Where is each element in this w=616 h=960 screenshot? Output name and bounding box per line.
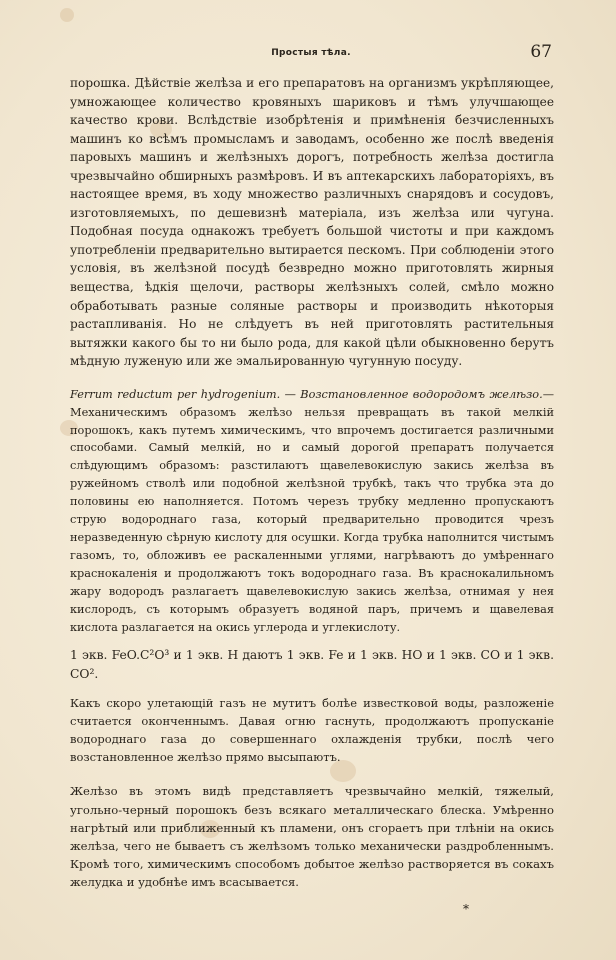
paragraph-properties: Желѣзо въ этомъ видѣ представляетъ чрезвычайно мелкій, тяжелый, угольно-черный порошокъ безъ всякаго металлическаго блеска. Умѣренно нагрѣтый или приближенный къ пламени, онъ сгораетъ при тлѣніи на окись желѣза, чего не бываетъ съ желѣзомъ только механически раздробленнымъ. Кромѣ того, химическимъ способомъ добытое желѣзо растворяется въ сокахъ желудка и удобнѣе имъ всасывается. — [70, 784, 554, 890]
paragraph-ferrum-reductum — [70, 386, 554, 637]
page-header — [70, 42, 552, 64]
signature-mark: * — [463, 902, 469, 916]
running-title: Простыя тѣла. — [271, 48, 351, 58]
section-text: —Механическимъ образомъ желѣзо нельзя превращать въ такой мелкій порошокъ, какъ путемъ химическимъ, что впрочемъ достигается различными способами. Самый мелкій, но и самый дорогой препаратъ получается слѣдующимъ образомъ: разстилаютъ щавелевокислую закись желѣза въ ружейномъ стволѣ или подобной желѣзной трубкѣ, такъ что трубка эта до половины ею наполняется. Потомъ черезъ трубку медленно пропускаютъ струю водороднаго газа, который предварительно проводится чрезъ неразведенную сѣрную кислоту для осушки. Когда трубка наполнится чистымъ газомъ, то, обложивъ ее раскаленными углями, нагрѣваютъ до умѣреннаго краснокаленія и продолжаютъ токъ водороднаго газа. Въ краснокалильномъ жару водородъ разлагаетъ щавелевокислую закись желѣза, отнимая у нея кислородъ, съ которымъ образуетъ водяной паръ, причемъ и щавелевая кислота разлагается на окись углерода и углекислоту. — [70, 387, 554, 634]
foxing-spot — [60, 8, 74, 22]
paragraph-completion: Какъ скоро улетающій газъ не мутитъ болѣе известковой воды, разложеніе считается оконченнымъ. Давая огню гаснуть, продолжаютъ пропусканіе водороднаго газа до совершеннаго охлажденія трубки, послѣ чего возстановленное желѣзо прямо высыпаютъ. — [70, 696, 554, 765]
reaction-formula: 1 экв. FeO.C²O³ и 1 экв. H даютъ 1 экв. Fe и 1 экв. HO и 1 экв. CO и 1 экв. CO². — [70, 648, 554, 682]
page-number: 67 — [530, 42, 552, 62]
page-body — [70, 74, 554, 892]
section-term: Ferrum reductum per hydrogenium. — Возстановленное водородомъ желѣзо. — [70, 387, 543, 401]
paragraph-iron-uses: порошка. Дѣйствіе желѣза и его препаратовъ на организмъ укрѣпляющее, умножающее количество кровяныхъ шариковъ и тѣмъ улучшающее качество крови. Вслѣдствіе изобрѣтенія и примѣненія безчисленныхъ машинъ ко всѣмъ промысламъ и заводамъ, особенно же послѣ введенія паровыхъ машинъ и желѣзныхъ дорогъ, потребность желѣза достигла чрезвычайно обширныхъ размѣровъ. И въ аптекарскихъ лабораторіяхъ, въ настоящее время, въ ходу множество различныхъ снарядовъ и сосудовъ, изготовляемыхъ, по дешевизнѣ матеріала, изъ желѣза или чугуна. Подобная посуда однакожъ требуетъ большой чистоты и при каждомъ употребленіи предварительно вытирается пескомъ. При соблюденіи этого условія, въ желѣзной посудѣ безвредно можно приготовлять жирныя вещества, ѣдкія щелочи, растворы желѣзныхъ солей, смѣло можно обработывать разные соляные растворы и производить нѣкоторыя растапливанія. Но не слѣдуетъ въ ней приготовлять растительныя вытяжки какого бы то ни было рода, для какой цѣли обыкновенно берутъ мѣдную луженую или же эмальированную чугунную посуду. — [70, 76, 554, 369]
